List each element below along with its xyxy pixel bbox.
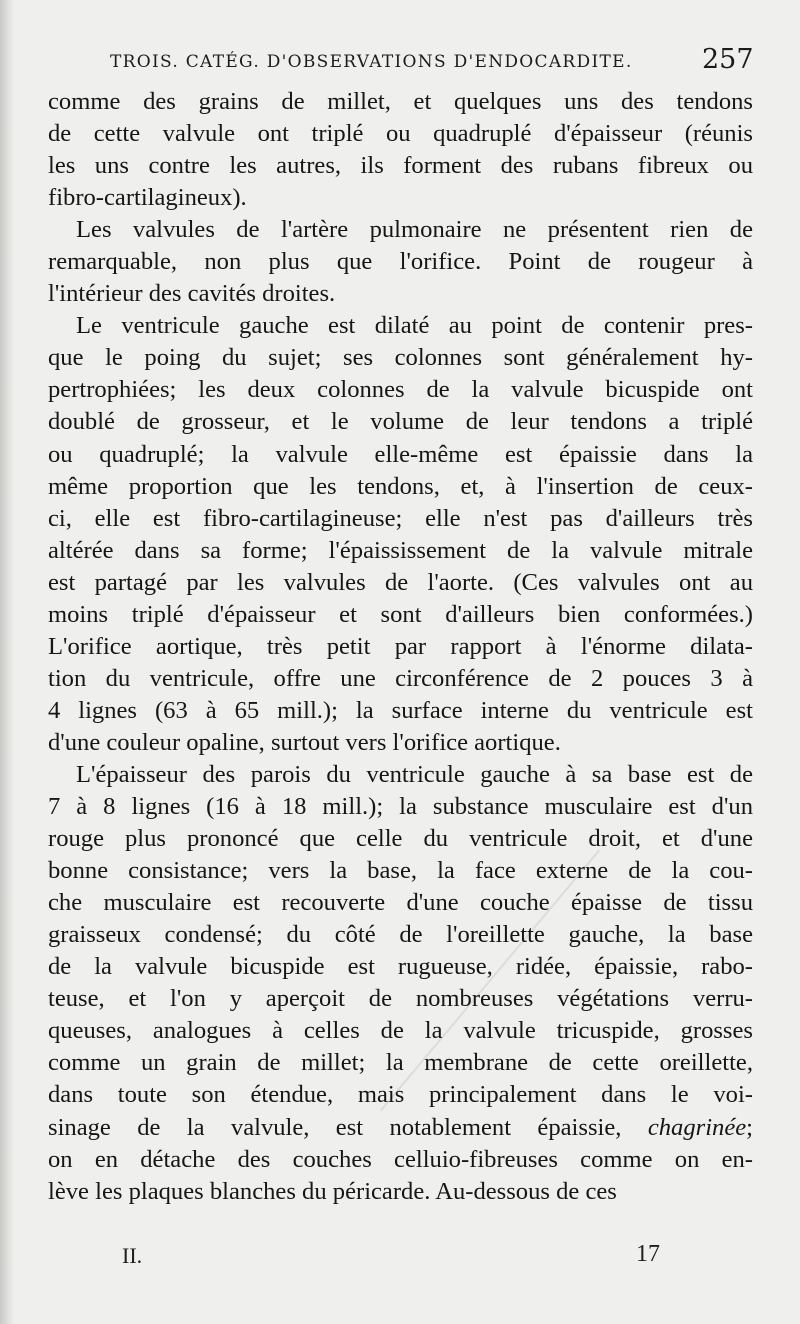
text-line: queuses, analogues à celles de la valvule tricuspide, grosses — [48, 1017, 753, 1045]
text-line: comme un grain de millet; la membrane de cette oreillette, — [48, 1049, 753, 1077]
page-footer — [0, 1235, 800, 1275]
text-line: de cette valvule ont triplé ou quadruplé d'épaisseur (réunis — [48, 120, 753, 148]
running-head: TROIS. CATÉG. D'OBSERVATIONS D'ENDOCARDITE. — [110, 52, 633, 72]
volume-number: II. — [122, 1243, 143, 1268]
text-line: tion du ventricule, offre une circonférence de 2 pouces 3 à — [48, 664, 753, 692]
paragraph — [48, 214, 753, 310]
text-line: les uns contre les autres, ils forment des rubans fibreux ou — [48, 152, 753, 180]
text-line: sinage de la valvule, est notablement épaissie, chagrinée; — [48, 1113, 753, 1141]
text-line: ou quadruplé; la valvule elle-même est épaissie dans la — [48, 440, 753, 468]
text-line: fibro-cartilagineux). — [48, 184, 247, 212]
text-line: dans toute son étendue, mais principalement dans le voi- — [48, 1081, 753, 1109]
text-line: teuse, et l'on y aperçoit de nombreuses végétations verru- — [48, 985, 753, 1013]
text-line: que le poing du sujet; ses colonnes sont généralement hy- — [48, 344, 753, 372]
paragraph — [48, 310, 753, 759]
text-line: ci, elle est fibro-cartilagineuse; elle n'est pas d'ailleurs très — [48, 504, 753, 532]
text-line: pertrophiées; les deux colonnes de la valvule bicuspide ont — [48, 376, 753, 404]
text-line: lève les plaques blanches du péricarde. Au-dessous de ces — [48, 1177, 617, 1205]
signature-mark: 17 — [636, 1241, 660, 1267]
text-line: rouge plus prononcé que celle du ventricule droit, et d'une — [48, 825, 753, 853]
text-line: che musculaire est recouverte d'une couche épaisse de tissu — [48, 889, 753, 917]
text-line: altérée dans sa forme; l'épaississement de la valvule mitrale — [48, 536, 753, 564]
text-line: L'orifice aortique, très petit par rapport à l'énorme dilata- — [48, 632, 753, 660]
text-line: comme des grains de millet, et quelques uns des tendons — [48, 88, 753, 115]
text-line: même proportion que les tendons, et, à l'insertion de ceux- — [48, 472, 753, 500]
text-line: de la valvule bicuspide est rugueuse, ridée, épaissie, rabo- — [48, 953, 753, 981]
text-line: d'une couleur opaline, surtout vers l'orifice aortique. — [48, 728, 561, 756]
text-line: Le ventricule gauche est dilaté au point de contenir pres- — [76, 312, 753, 340]
text-line: on en détache des couches celluio-fibreuses comme on en- — [48, 1145, 753, 1173]
text-line: graisseux condensé; du côté de l'oreillette gauche, la base — [48, 921, 753, 949]
binding-shadow — [0, 0, 14, 1324]
text-line: moins triplé d'épaisseur et sont d'ailleurs bien conformées.) — [48, 600, 753, 628]
text-line: l'intérieur des cavités droites. — [48, 280, 336, 308]
text-line: doublé de grosseur, et le volume de leur tendons a triplé — [48, 408, 753, 436]
text-line: 4 lignes (63 à 65 mill.); la surface interne du ventricule est — [48, 696, 753, 724]
body-text — [48, 86, 753, 1208]
text-line: L'épaisseur des parois du ventricule gauche à sa base est de — [76, 760, 753, 788]
paragraph — [48, 86, 753, 214]
text-line: Les valvules de l'artère pulmonaire ne présentent rien de — [76, 216, 753, 244]
text-line: 7 à 8 lignes (16 à 18 mill.); la substance musculaire est d'un — [48, 793, 753, 821]
paragraph — [48, 759, 753, 1208]
page-header — [0, 44, 800, 84]
text-line: bonne consistance; vers la base, la face externe de la cou- — [48, 857, 753, 885]
text-line: est partagé par les valvules de l'aorte. (Ces valvules ont au — [48, 568, 753, 596]
text-line: remarquable, non plus que l'orifice. Point de rougeur à — [48, 248, 753, 276]
page-number: 257 — [702, 44, 754, 75]
